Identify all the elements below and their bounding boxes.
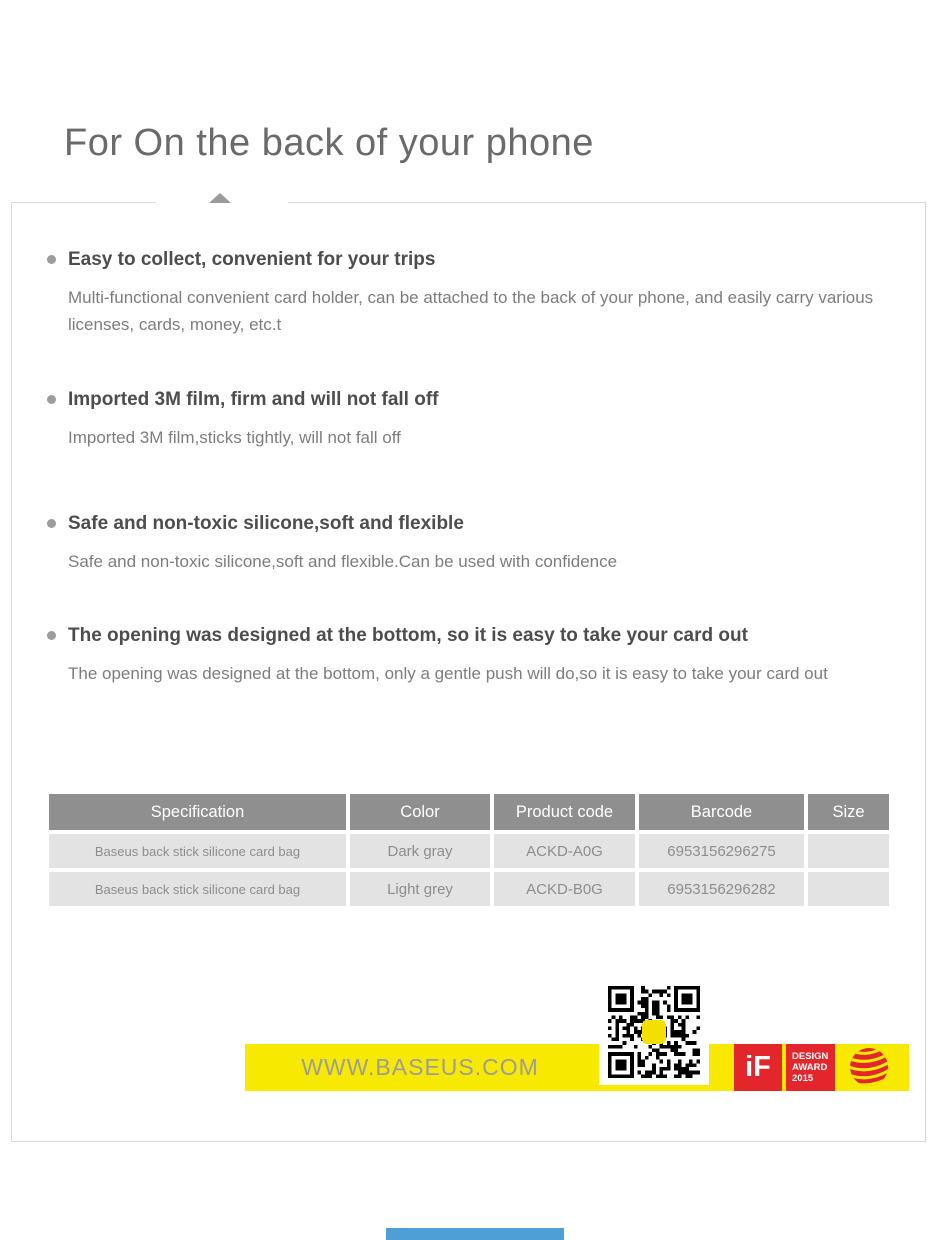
- bullet-dot-icon: [47, 255, 56, 264]
- feature-heading: Safe and non-toxic silicone,soft and flexible: [68, 511, 890, 536]
- table-header-color: Color: [350, 794, 490, 830]
- table-cell-barcode: 6953156296282: [639, 872, 804, 906]
- feature-panel: [11, 202, 926, 1142]
- if-logo-icon: iF: [734, 1044, 782, 1091]
- page-title: For On the back of your phone: [64, 122, 594, 164]
- red-dot-award-icon: [849, 1047, 889, 1087]
- bullet-dot-icon: [47, 631, 56, 640]
- qr-code: [599, 979, 709, 1085]
- website-url: WWW.BASEUS.COM: [301, 1054, 539, 1080]
- feature-description: Imported 3M film,sticks tightly, will not fall off: [68, 428, 401, 447]
- feature-item: [68, 623, 890, 687]
- bullet-dot-icon: [47, 519, 56, 528]
- feature-item: [68, 247, 890, 338]
- website-banner: [245, 1044, 909, 1091]
- feature-heading: Imported 3M film, firm and will not fall off: [68, 387, 890, 412]
- feature-heading: Easy to collect, convenient for your trips: [68, 247, 890, 272]
- if-design-award-label: DESIGN AWARD 2015: [786, 1044, 835, 1091]
- feature-description: Safe and non-toxic silicone,soft and flexible.Can be used with confidence: [68, 552, 618, 571]
- feature-description: The opening was designed at the bottom, only a gentle push will do,so it is easy to take your card out: [68, 664, 828, 683]
- table-header-specification: Specification: [49, 794, 346, 830]
- feature-item: [68, 511, 890, 575]
- table-cell-color: Light grey: [350, 872, 490, 906]
- table-cell-specification: Baseus back stick silicone card bag: [49, 872, 346, 906]
- bullet-dot-icon: [47, 395, 56, 404]
- feature-description: Multi-functional convenient card holder, can be attached to the back of your phone, and easily carry various licenses, cards, money, etc.t: [68, 288, 874, 334]
- table-cell-specification: Baseus back stick silicone card bag: [49, 834, 346, 868]
- table-cell-barcode: 6953156296275: [639, 834, 804, 868]
- table-cell-product-code: ACKD-A0G: [494, 834, 635, 868]
- table-cell-color: Dark gray: [350, 834, 490, 868]
- bottom-blue-bar: [386, 1228, 564, 1240]
- table-cell-size: [808, 872, 889, 906]
- table-header-barcode: Barcode: [639, 794, 804, 830]
- up-triangle-icon: [209, 193, 231, 203]
- feature-heading: The opening was designed at the bottom, so it is easy to take your card out: [68, 623, 890, 648]
- table-cell-size: [808, 834, 889, 868]
- table-cell-product-code: ACKD-B0G: [494, 872, 635, 906]
- specification-table: [49, 794, 889, 906]
- table-header-size: Size: [808, 794, 889, 830]
- table-header-product-code: Product code: [494, 794, 635, 830]
- feature-item: [68, 387, 890, 451]
